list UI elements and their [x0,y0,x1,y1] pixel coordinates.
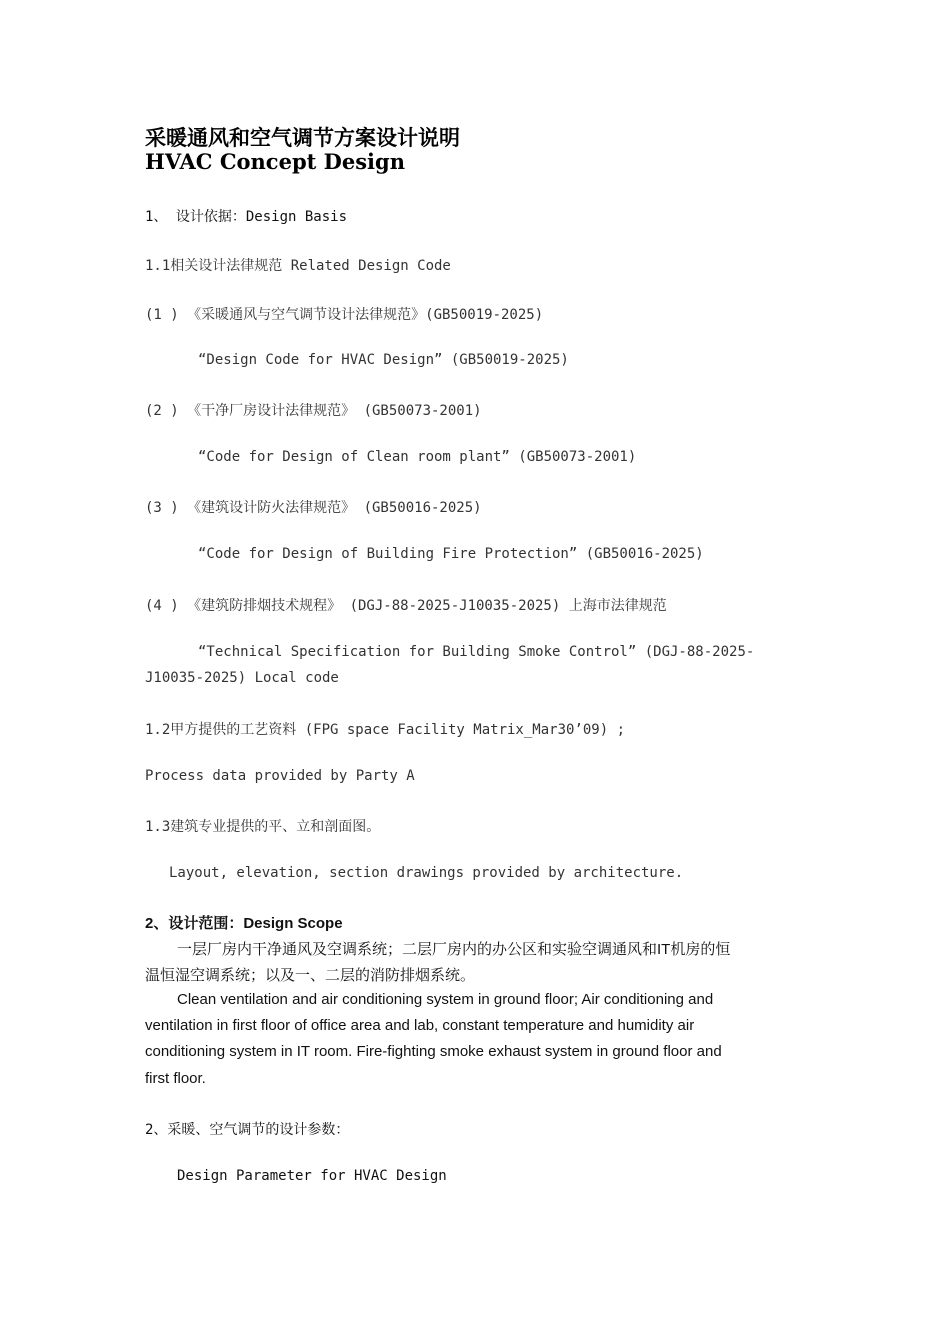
code-1-en: “Design Code for HVAC Design” (GB50019-2025) [198,352,569,368]
code-4-cn: (4 ) 《建筑防排烟技术规程》 (DGJ-88-2025-J10035-2025) 上海市法律规范 [145,598,667,614]
code-2-cn: (2 ) 《干净厂房设计法律规范》 (GB50073-2001) [145,403,482,419]
scope-en-line-3: conditioning system in IT room. Fire-fighting smoke exhaust system in ground floor and [145,1043,722,1060]
scope-en-line-2: ventilation in first floor of office area and lab, constant temperature and humidity air [145,1017,695,1034]
section-3-en: Design Parameter for HVAC Design [177,1168,447,1184]
code-2-en: “Code for Design of Clean room plant” (GB50073-2001) [198,449,637,465]
code-3-en: “Code for Design of Building Fire Protection” (GB50016-2025) [198,546,704,562]
section-1-3-en: Layout, elevation, section drawings provided by architecture. [169,865,684,881]
section-1-1: 1.1相关设计法律规范 Related Design Code [145,258,451,274]
section-1-2-en: Process data provided by Party A [145,768,415,784]
title-en: HVAC Concept Design [145,149,405,174]
code-1-cn: (1 ) 《采暖通风与空气调节设计法律规范》(GB50019-2025) [145,307,544,323]
scope-cn-line-1: 一层厂房内干净通风及空调系统；二层厂房内的办公区和实验空调通风和IT机房的恒 [177,941,731,958]
section-1-2: 1.2甲方提供的工艺资料 (FPG space Facility Matrix_Mar30’09) ; [145,722,626,738]
section-2-heading: 2、设计范围：Design Scope [145,915,343,932]
scope-cn-line-2: 温恒湿空调系统；以及一、二层的消防排烟系统。 [145,967,476,984]
section-1-3: 1.3建筑专业提供的平、立和剖面图。 [145,819,381,835]
code-3-cn: (3 ) 《建筑设计防火法律规范》 (GB50016-2025) [145,500,482,516]
section-1-heading: 1、 设计依据：Design Basis [145,209,348,225]
section-3-heading: 2、采暖、空气调节的设计参数： [145,1122,350,1138]
code-4-en-line-1: “Technical Specification for Building Smoke Control” (DGJ-88-2025- [198,644,755,660]
title-cn: 采暖通风和空气调节方案设计说明 [145,125,460,150]
scope-en-line-1: Clean ventilation and air conditioning system in ground floor; Air conditioning and [177,991,714,1008]
code-4-en-line-2: J10035-2025) Local code [145,670,339,686]
scope-en-line-4: first floor. [145,1070,206,1087]
